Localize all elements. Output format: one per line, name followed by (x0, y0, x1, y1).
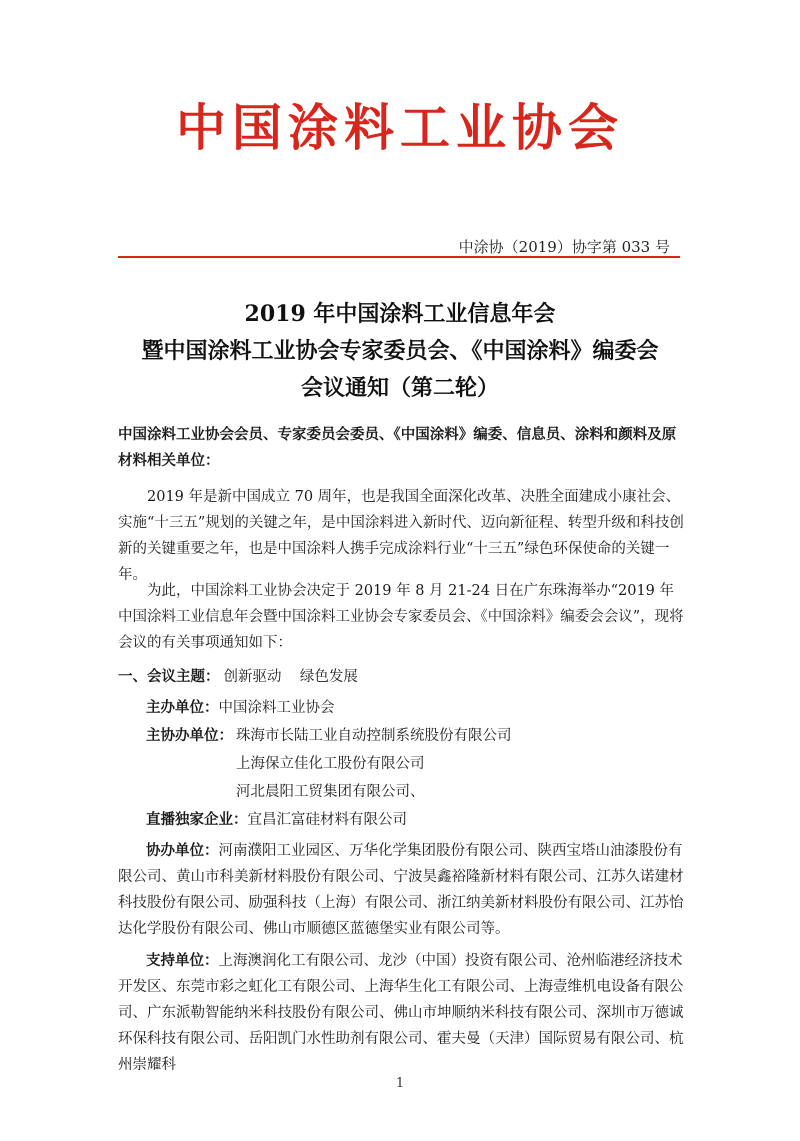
co-host-item: 河北晨阳工贸集团有限公司、 (236, 784, 425, 800)
support-label: 支持单位： (146, 952, 219, 969)
paragraph-announcement: 为此，中国涂料工业协会决定于 2019 年 8 月 21-24 日在广东珠海举办“2019 年中国涂料工业信息年会暨中国涂料工业协会专家委员会、《中国涂料》编委会会议”，现将会议的有关事项通知如下： (118, 583, 684, 651)
document-number: 中涂协（2019）协字第 033 号 (458, 238, 670, 256)
co-host-label: 主协办单位： (146, 727, 233, 744)
assist-block (118, 838, 684, 942)
assist-value: 河南濮阳工业园区、万华化学集团股份有限公司、陕西宝塔山油漆股份有限公司、黄山市科美新材料股份有限公司、宁波昊鑫裕隆新材料有限公司、江苏久诺建材科技股份有限公司、励强科技（上海）有限公司、浙江纳美新材料股份有限公司、江苏怡达化学股份有限公司、佛山市顺德区蓝德堡实业有限公司等。 (118, 843, 684, 937)
section-1-heading-row (118, 664, 684, 690)
co-host-item: 珠海市长陆工业自动控制系统股份有限公司 (236, 728, 512, 744)
red-divider (118, 256, 680, 258)
paragraph-intro: 2019 年是新中国成立 70 周年，也是我国全面深化改革、决胜全面建成小康社会、实施“十三五”规划的关键之年，是中国涂料进入新时代、迈向新征程、转型升级和科技创新的关键重要之年，也是中国涂料人携手完成涂料行业“十三五”绿色环保使命的关键一年。 (118, 489, 684, 583)
section-1 (118, 664, 684, 1078)
page-number: 1 (395, 1076, 405, 1091)
support-block (118, 948, 684, 1078)
section-1-heading: 一、会议主题： (118, 668, 220, 685)
co-host-item: 上海保立佳化工股份有限公司 (236, 756, 425, 772)
host-value: 中国涂料工业协会 (218, 700, 335, 716)
org-letterhead: 中国涂料工业协会 (176, 99, 624, 157)
broadcast-row (118, 806, 684, 834)
host-row (118, 694, 684, 722)
broadcast-value: 宜昌汇富硅材料有限公司 (247, 812, 407, 828)
addressee: 中国涂料工业协会会员、专家委员会委员、《中国涂料》编委、信息员、涂料和颜料及原材料相关单位： (118, 426, 677, 469)
title-line-2: 暨中国涂料工业协会专家委员会、《中国涂料》编委会 (141, 338, 659, 364)
assist-label: 协办单位： (146, 842, 219, 859)
title-line-1: 2019 年中国涂料工业信息年会 (244, 301, 556, 327)
host-label: 主办单位： (146, 699, 219, 716)
support-value: 上海澳润化工有限公司、龙沙（中国）投资有限公司、沧州临港经济技术开发区、东莞市彩之虹化工有限公司、上海华生化工有限公司、上海壹维机电设备有限公司、广东派勒智能纳米科技股份有限公司、佛山市坤顺纳米科技有限公司、深圳市万德诚环保科技有限公司、岳阳凯门水性助剂有限公司、霍夫曼（天津）国际贸易有限公司、杭州崇耀科 (118, 953, 684, 1073)
notice-title (0, 296, 800, 407)
broadcast-label: 直播独家企业： (146, 811, 248, 828)
meeting-theme: 创新驱动 绿色发展 (223, 669, 358, 685)
title-line-3: 会议通知（第二轮） (300, 375, 499, 401)
